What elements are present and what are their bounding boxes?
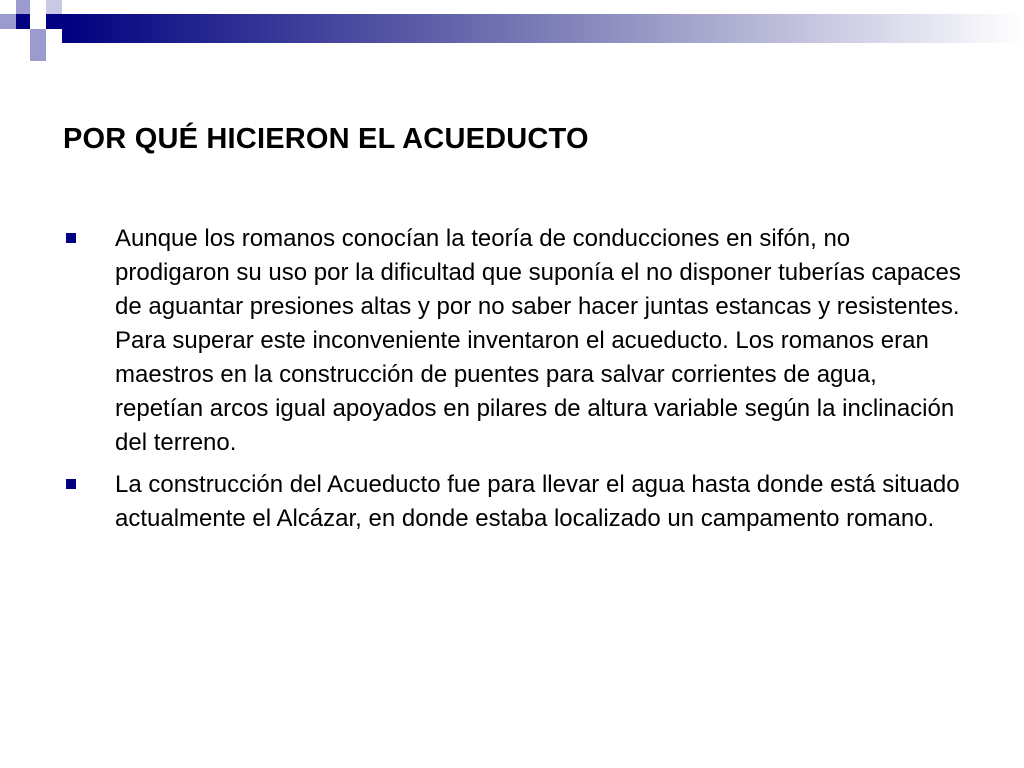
bullet-item	[63, 222, 963, 460]
bullet-list	[63, 222, 963, 544]
header-square	[30, 45, 46, 61]
header-square	[30, 14, 46, 29]
header-square	[30, 29, 46, 45]
header-square	[0, 0, 16, 14]
header-square	[46, 0, 62, 14]
header-gradient-band	[62, 14, 1024, 43]
square-bullet-icon	[66, 233, 76, 243]
header-decoration	[0, 0, 1024, 62]
header-decoration-graphic	[0, 0, 1024, 62]
header-square	[0, 29, 16, 45]
bullet-item	[63, 468, 963, 536]
header-square	[0, 14, 16, 29]
bullet-text: Aunque los romanos conocían la teoría de conducciones en sifón, no prodigaron su uso por la dificultad que suponía el no disponer tuberías capaces de aguantar presiones altas y por no saber hacer juntas estancas y resistentes. Para superar este inconveniente inventaron el acueducto. Los romanos eran maestros en la construcción de puentes para salvar corrientes de agua, repetían arcos igual apoyados en pilares de altura variable según la inclinación del terreno.	[115, 225, 961, 456]
header-square	[30, 0, 46, 14]
header-square	[46, 29, 62, 45]
slide-title: POR QUÉ HICIERON EL ACUEDUCTO	[63, 123, 589, 155]
header-square	[16, 0, 30, 14]
square-bullet-icon	[66, 479, 76, 489]
bullet-text: La construcción del Acueducto fue para llevar el agua hasta donde está situado actualmente el Alcázar, en donde estaba localizado un campamento romano.	[115, 471, 960, 532]
header-square	[16, 29, 30, 45]
header-square	[16, 14, 30, 29]
header-square	[46, 14, 62, 29]
